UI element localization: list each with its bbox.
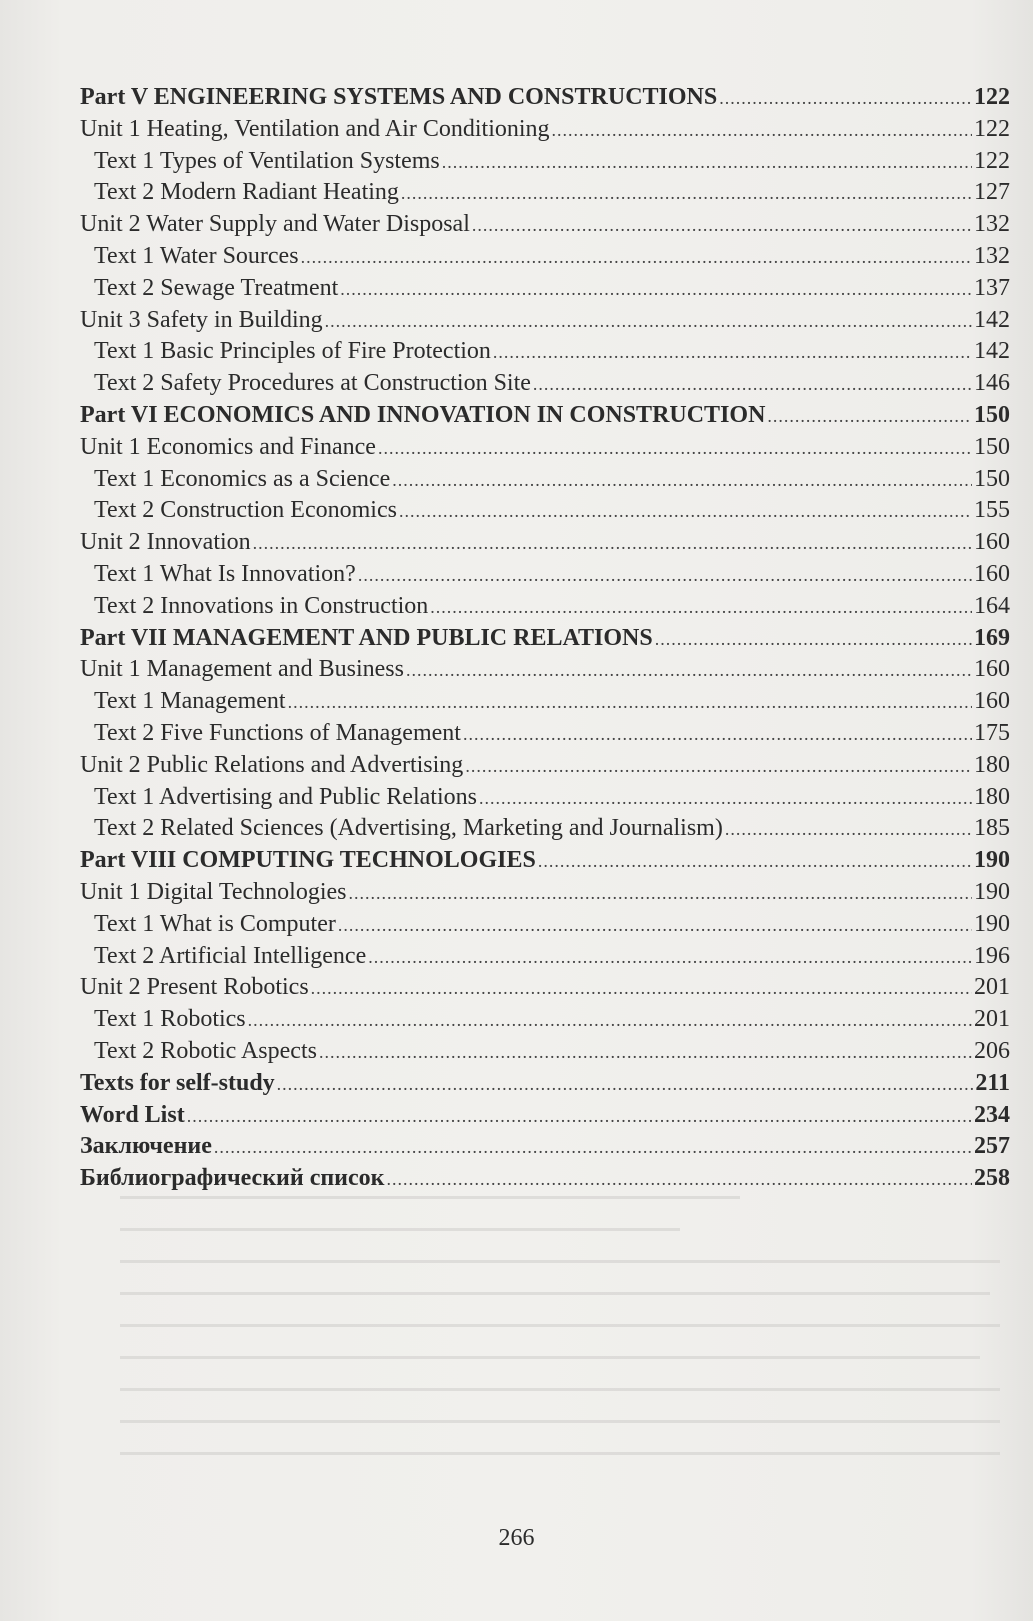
- dot-leader: [533, 369, 972, 401]
- toc-entry-page: 180: [974, 783, 1010, 810]
- toc-entry-page: 196: [974, 942, 1010, 969]
- toc-entry-title: Word List: [80, 1101, 185, 1128]
- toc-entry: [80, 750, 1010, 782]
- toc-entry-title: Text 1 Types of Ventilation Systems: [94, 147, 440, 174]
- toc-entry-page: 155: [974, 497, 1010, 524]
- toc-entry: [80, 146, 1010, 178]
- toc-entry: [80, 241, 1010, 273]
- toc-entry: [80, 209, 1010, 241]
- toc-entry-title: Text 2 Safety Procedures at Construction Site: [94, 370, 531, 397]
- dot-leader: [378, 433, 972, 465]
- toc-entry-page: 201: [974, 1006, 1010, 1033]
- toc-entry: [80, 845, 1010, 877]
- dot-leader: [442, 147, 972, 179]
- toc-entry-title: Part V ENGINEERING SYSTEMS AND CONSTRUCTIONS: [80, 84, 718, 110]
- dot-leader: [463, 719, 972, 751]
- toc-entry-title: Text 1 Management: [94, 688, 286, 715]
- toc-entry: [80, 400, 1010, 432]
- toc-entry: [80, 1131, 1010, 1163]
- toc-entry: [80, 495, 1010, 527]
- toc-entry-title: Part VIII COMPUTING TECHNOLOGIES: [80, 847, 536, 874]
- toc-entry-title: Text 2 Five Functions of Management: [94, 719, 461, 746]
- toc-entry-title: Unit 1 Management and Business: [80, 656, 404, 683]
- toc-entry: [80, 782, 1010, 814]
- toc-entry-page: 234: [974, 1101, 1010, 1128]
- toc-entry-page: 206: [974, 1037, 1010, 1064]
- toc-entry-title: Text 2 Modern Radiant Heating: [94, 179, 399, 206]
- toc-entry: [80, 432, 1010, 464]
- toc-entry-title: Unit 2 Innovation: [80, 529, 251, 556]
- dot-leader: [248, 1005, 972, 1037]
- dot-leader: [311, 973, 972, 1005]
- dot-leader: [472, 210, 972, 242]
- toc-entry-title: Text 1 Robotics: [94, 1006, 246, 1033]
- toc-entry-title: Text 2 Robotic Aspects: [94, 1037, 317, 1064]
- toc-entry-title: Text 1 Economics as a Science: [94, 465, 391, 492]
- dot-leader: [767, 401, 972, 433]
- toc-entry-title: Text 1 Advertising and Public Relations: [94, 783, 477, 810]
- dot-leader: [399, 496, 972, 528]
- toc-entry-title: Text 2 Sewage Treatment: [94, 274, 339, 301]
- toc-entry-title: Text 2 Construction Economics: [94, 497, 397, 524]
- toc-entry-page: 122: [974, 115, 1010, 142]
- toc-entry-title: Text 1 What Is Innovation?: [94, 560, 356, 587]
- toc-entry: [80, 1163, 1010, 1195]
- toc-entry: [80, 1100, 1010, 1132]
- toc-entry-page: 180: [974, 751, 1010, 778]
- toc-entry-title: Unit 1 Digital Technologies: [80, 878, 347, 905]
- toc-entry: [80, 654, 1010, 686]
- toc-entry-page: 185: [974, 815, 1010, 842]
- toc-entry-title: Заключение: [80, 1133, 212, 1160]
- dot-leader: [277, 1069, 974, 1101]
- dot-leader: [340, 274, 972, 306]
- toc-entry: [80, 464, 1010, 496]
- toc-entry-title: Text 1 Water Sources: [94, 242, 299, 269]
- dot-leader: [719, 83, 972, 115]
- toc-entry-page: 169: [974, 624, 1010, 651]
- toc-entry-page: 190: [974, 910, 1010, 937]
- dot-leader: [288, 687, 972, 719]
- toc-entry-page: 132: [974, 242, 1010, 269]
- toc-entry: [80, 177, 1010, 209]
- dot-leader: [214, 1132, 972, 1164]
- toc-entry: [80, 718, 1010, 750]
- toc-entry-title: Text 2 Related Sciences (Advertising, Marketing and Journalism): [94, 815, 723, 842]
- dot-leader: [386, 1164, 972, 1196]
- dot-leader: [392, 465, 972, 497]
- toc-entry: [80, 909, 1010, 941]
- toc-entry-page: 150: [974, 433, 1010, 460]
- dot-leader: [655, 624, 972, 656]
- toc-entry-page: 160: [974, 560, 1010, 587]
- toc-entry-page: 201: [974, 974, 1010, 1001]
- toc-entry: [80, 336, 1010, 368]
- toc-entry-page: 160: [974, 656, 1010, 683]
- toc-entry: [80, 527, 1010, 559]
- toc-entry: [80, 305, 1010, 337]
- toc-entry-title: Text 1 What is Computer: [94, 910, 336, 937]
- toc-entry-page: 190: [974, 878, 1010, 905]
- toc-entry-page: 211: [975, 1069, 1010, 1096]
- toc-entry-page: 257: [974, 1133, 1010, 1160]
- dot-leader: [401, 178, 972, 210]
- toc-entry-page: 150: [974, 465, 1010, 492]
- toc-entry: [80, 1004, 1010, 1036]
- toc-entry-title: Unit 1 Economics and Finance: [80, 433, 376, 460]
- toc-entry: [80, 877, 1010, 909]
- toc-entry-title: Part VII MANAGEMENT AND PUBLIC RELATIONS: [80, 624, 653, 651]
- toc-entry-page: 137: [974, 274, 1010, 301]
- dot-leader: [406, 655, 972, 687]
- toc-entry-page: 142: [974, 338, 1010, 365]
- toc-entry: [80, 368, 1010, 400]
- dot-leader: [368, 942, 972, 974]
- toc-entry-title: Unit 2 Water Supply and Water Disposal: [80, 211, 470, 238]
- toc-entry-page: 160: [974, 529, 1010, 556]
- toc-entry-title: Unit 3 Safety in Building: [80, 306, 323, 333]
- toc-entry: [80, 686, 1010, 718]
- toc-entry-title: Unit 2 Present Robotics: [80, 974, 309, 1001]
- dot-leader: [479, 783, 972, 815]
- dot-leader: [552, 115, 972, 147]
- toc-entry: [80, 273, 1010, 305]
- toc-entry: [80, 941, 1010, 973]
- toc-entry-title: Unit 1 Heating, Ventilation and Air Conditioning: [80, 115, 550, 142]
- dot-leader: [493, 337, 972, 369]
- page-number: 266: [498, 1525, 535, 1551]
- toc-entry-page: 164: [974, 592, 1010, 619]
- toc-entry-page: 127: [974, 179, 1010, 206]
- toc-entry-page: 258: [974, 1165, 1010, 1192]
- toc-entry-page: 122: [974, 84, 1010, 110]
- toc-entry: [80, 591, 1010, 623]
- toc-entry: [80, 114, 1010, 146]
- toc-entry: [80, 972, 1010, 1004]
- dot-leader: [430, 592, 972, 624]
- toc-entry-title: Unit 2 Public Relations and Advertising: [80, 751, 464, 778]
- dot-leader: [358, 560, 972, 592]
- dot-leader: [725, 814, 972, 846]
- toc-entry: [80, 813, 1010, 845]
- dot-leader: [325, 306, 972, 338]
- dot-leader: [319, 1037, 972, 1069]
- toc-entry-title: Text 2 Innovations in Construction: [94, 592, 429, 619]
- toc-entry: [80, 559, 1010, 591]
- toc-entry-page: 122: [974, 147, 1010, 174]
- toc-entry-page: 160: [974, 688, 1010, 715]
- dot-leader: [338, 910, 972, 942]
- dot-leader: [253, 528, 972, 560]
- table-of-contents: [80, 82, 1010, 1195]
- toc-entry: [80, 1036, 1010, 1068]
- dot-leader: [465, 751, 972, 783]
- toc-entry-page: 190: [974, 847, 1010, 874]
- toc-entry-page: 142: [974, 306, 1010, 333]
- dot-leader: [349, 878, 972, 910]
- toc-entry-page: 132: [974, 211, 1010, 238]
- toc-entry-title: Texts for self-study: [80, 1069, 275, 1096]
- toc-entry-page: 150: [974, 401, 1010, 428]
- toc-entry-title: Part VI ECONOMICS AND INNOVATION IN CONSTRUCTION: [80, 401, 766, 428]
- dot-leader: [538, 846, 972, 878]
- toc-entry: [80, 1068, 1010, 1100]
- toc-entry-page: 146: [974, 370, 1010, 397]
- toc-entry: [80, 623, 1010, 655]
- dot-leader: [301, 242, 972, 274]
- toc-entry-title: Text 1 Basic Principles of Fire Protection: [94, 338, 491, 365]
- toc-entry: [80, 82, 1010, 114]
- toc-entry-title: Text 2 Artificial Intelligence: [94, 942, 367, 969]
- toc-entry-page: 175: [974, 719, 1010, 746]
- dot-leader: [187, 1101, 972, 1133]
- toc-entry-title: Библиографический список: [80, 1165, 385, 1192]
